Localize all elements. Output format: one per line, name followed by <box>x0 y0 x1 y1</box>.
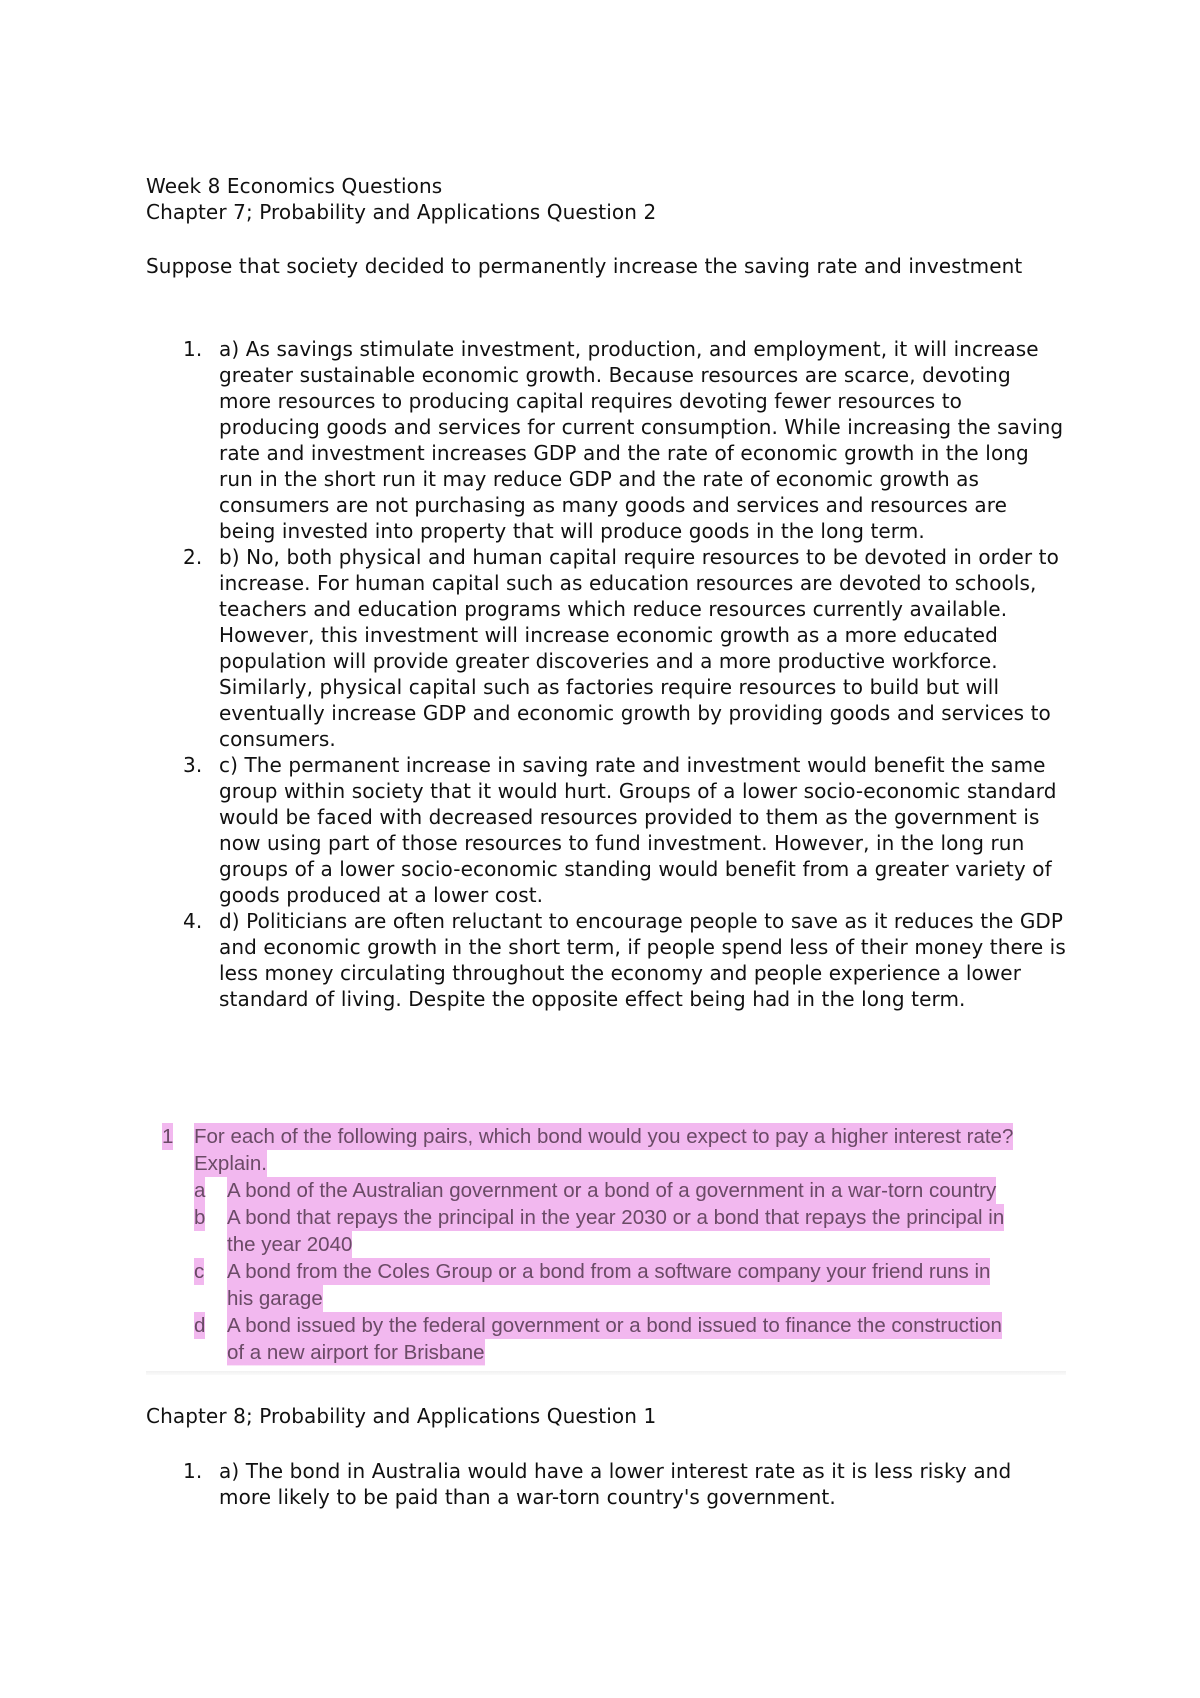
document-title: Week 8 Economics Questions <box>146 174 443 198</box>
answer-list-2 <box>146 1458 1066 1510</box>
answer-number: 1. <box>183 1459 203 1483</box>
answer-text: c) The permanent increase in saving rate and investment would benefit the same group within society that it would hurt. Groups of a lower socio-economic standard would be faced with decreased resources provided to them as the government is now using part of those resources to fund investment. However, in the long run groups of a lower socio-economic standing would benefit from a greater variety of goods produced at a lower cost. <box>219 753 1057 907</box>
highlighted-textbook-excerpt <box>146 1123 1066 1375</box>
section-heading-chapter-7: Chapter 7; Probability and Applications Question 2 <box>146 200 657 224</box>
question-intro: Suppose that society decided to permanently increase the saving rate and investment <box>146 254 1023 278</box>
excerpt-item-text-cont: of a new airport for Brisbane <box>227 1341 485 1364</box>
excerpt-question-text-cont: Explain. <box>194 1152 267 1175</box>
answer-text: a) As savings stimulate investment, production, and employment, it will increase greater sustainable economic growth. Because resources are scarce, devoting more resources to producing capital requires devoting fewer resources to producing goods and services for current consumption. While increasing the saving rate and investment increases GDP and the rate of economic growth in the long run in the short run it may reduce GDP and the rate of economic growth as consumers are not purchasing as many goods and services and resources are being invested into property that will produce goods in the long term. <box>219 337 1064 543</box>
answer-item <box>146 908 1066 1012</box>
excerpt-item-letter: d <box>194 1314 206 1337</box>
excerpt-item-letter: b <box>194 1206 206 1229</box>
answer-item <box>146 336 1066 544</box>
excerpt-item-letter: a <box>194 1179 206 1202</box>
excerpt-item-text-cont: the year 2040 <box>227 1233 353 1256</box>
excerpt-cropped-edge <box>146 1365 1066 1375</box>
answer-number: 3. <box>183 753 203 777</box>
answer-item <box>146 544 1066 752</box>
section-heading-chapter-8: Chapter 8; Probability and Applications Question 1 <box>146 1404 657 1428</box>
answer-text: b) No, both physical and human capital require resources to be devoted in order to increase. For human capital such as education resources are devoted to schools, teachers and education programs which reduce resources currently available. However, this investment will increase economic growth as a more educated population will provide greater discoveries and a more productive workforce. Similarly, physical capital such as factories require resources to build but will eventually increase GDP and economic growth by providing goods and services to consumers. <box>219 545 1059 751</box>
excerpt-item-text-cont: his garage <box>227 1287 323 1310</box>
excerpt-item-text: A bond issued by the federal government or a bond issued to finance the construction <box>227 1314 1002 1337</box>
answer-number: 2. <box>183 545 203 569</box>
answer-list <box>146 336 1066 1012</box>
answer-item <box>146 1458 1066 1510</box>
excerpt-item-letter: c <box>194 1260 205 1283</box>
answer-item <box>146 752 1066 908</box>
answer-number: 4. <box>183 909 203 933</box>
excerpt-question-text: For each of the following pairs, which bond would you expect to pay a higher interest rate? <box>194 1125 1014 1148</box>
answer-text: d) Politicians are often reluctant to encourage people to save as it reduces the GDP and economic growth in the short term, if people spend less of their money there is less money circulating throughout the economy and people experience a lower standard of living. Despite the opposite effect being had in the long term. <box>219 909 1066 1011</box>
answer-number: 1. <box>183 337 203 361</box>
excerpt-question-number: 1 <box>162 1125 174 1148</box>
answer-text: a) The bond in Australia would have a lower interest rate as it is less risky and more likely to be paid than a war-torn country's government. <box>219 1459 1012 1509</box>
excerpt-item-text: A bond of the Australian government or a bond of a government in a war-torn country <box>227 1179 997 1202</box>
excerpt-item-text: A bond that repays the principal in the year 2030 or a bond that repays the principal in <box>227 1206 1005 1229</box>
excerpt-item-text: A bond from the Coles Group or a bond from a software company your friend runs in <box>227 1260 991 1283</box>
